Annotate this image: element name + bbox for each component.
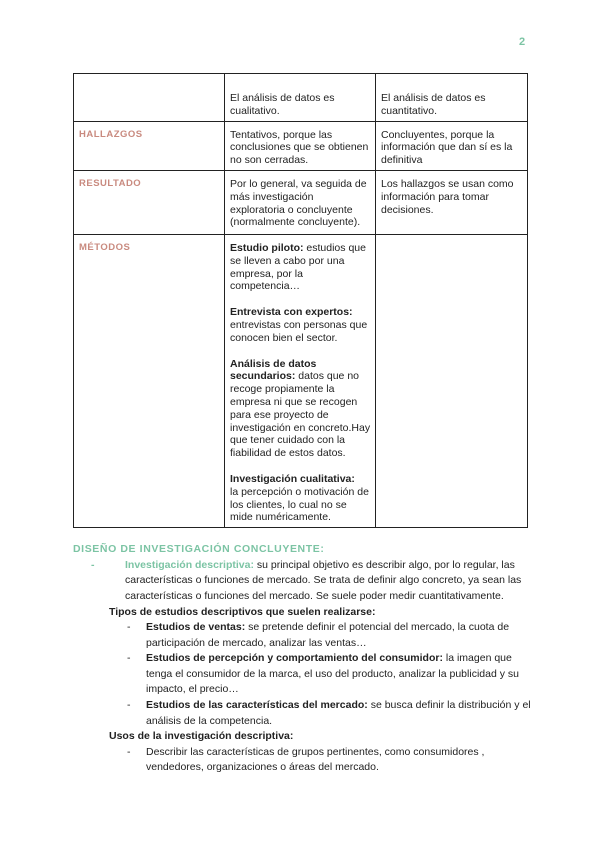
row-label: RESULTADO	[74, 170, 225, 234]
list-item	[73, 745, 533, 776]
cell: Los hallazgos se usan como información para tomar decisiones.	[376, 170, 528, 234]
row-label: HALLAZGOS	[74, 121, 225, 170]
cell	[376, 234, 528, 527]
list-item	[73, 620, 533, 651]
page-number: 2	[519, 36, 526, 48]
cell: Por lo general, va seguida de más investigación exploratoria o concluyente (normalmente concluyente).	[225, 170, 376, 234]
section	[73, 542, 533, 776]
comparison-table	[73, 73, 528, 528]
method-item	[230, 306, 371, 344]
list-item	[73, 698, 533, 729]
table-row	[74, 74, 528, 122]
item-text: su principal objetivo es describir algo, por lo regular, las características o funciones de mercado. Se trata de definir algo concreto, ya sean las características o funciones del mercado. Se suele poder medir cuantitativamente.	[125, 558, 522, 602]
method-item	[230, 242, 371, 293]
item-text: se pretende definir el potencial del mercado, la cuota de participación de mercado, analizar las ventas…	[146, 621, 510, 649]
method-text: estudios que se lleven a cabo por una empresa, por la competencia…	[230, 241, 366, 293]
table-row	[74, 234, 528, 527]
subheading: Tipos de estudios descriptivos que suelen realizarse:	[109, 605, 376, 618]
item-title: Estudios de las características del mercado:	[146, 699, 368, 712]
method-title: Análisis de datos secundarios:	[230, 357, 317, 383]
item-text: la imagen que tenga el consumidor de la marca, el uso del producto, analizar la publicidad y su impacto, el precio…	[146, 652, 519, 696]
item-text: Describir las características de grupos pertinentes, como consumidores , vendedores, organizaciones o áreas del mercado.	[146, 745, 485, 774]
cell: El análisis de datos es cuantitativo.	[376, 74, 528, 122]
bullet: -	[127, 652, 131, 665]
table-row	[74, 170, 528, 234]
cell: Concluyentes, porque la información que dan sí es la definitiva	[376, 121, 528, 170]
row-label	[74, 74, 225, 122]
method-text: la percepción o motivación de los clientes, lo cual no se mide numéricamente.	[230, 485, 369, 524]
method-item	[230, 358, 371, 460]
method-title: Investigación cualitativa:	[230, 472, 355, 485]
section-heading: DISEÑO DE INVESTIGACIÓN CONCLUYENTE:	[73, 543, 325, 556]
bullet: -	[127, 745, 131, 758]
table-row	[74, 121, 528, 170]
method-text: datos que no recoge propiamente la empresa ni que se recogen para ese proyecto de investigación en concreto.Hay que tener cuidado con la fiabilidad de estos datos.	[230, 370, 371, 460]
method-title: Estudio piloto:	[230, 241, 304, 254]
bullet: -	[127, 621, 131, 634]
cell: Tentativos, porque las conclusiones que se obtienen no son cerradas.	[225, 121, 376, 170]
item-title: Estudios de ventas:	[146, 621, 246, 634]
item-title: Estudios de percepción y comportamiento del consumidor:	[146, 652, 443, 665]
method-title: Entrevista con expertos:	[230, 306, 353, 319]
item-text: se busca definir la distribución y el análisis de la competencia.	[146, 699, 531, 727]
method-item	[230, 473, 371, 524]
method-text: entrevistas con personas que conocen bien el sector.	[230, 318, 368, 344]
list-item	[73, 651, 533, 698]
subheading: Usos de la investigación descriptiva:	[109, 730, 294, 743]
bullet: -	[91, 558, 95, 571]
item-title: Investigación descriptiva:	[125, 558, 254, 571]
bullet: -	[127, 699, 131, 712]
methods-cell	[225, 234, 376, 527]
cell: El análisis de datos es cualitativo.	[225, 74, 376, 122]
row-label: MÉTODOS	[74, 234, 225, 527]
list-item	[73, 558, 533, 605]
